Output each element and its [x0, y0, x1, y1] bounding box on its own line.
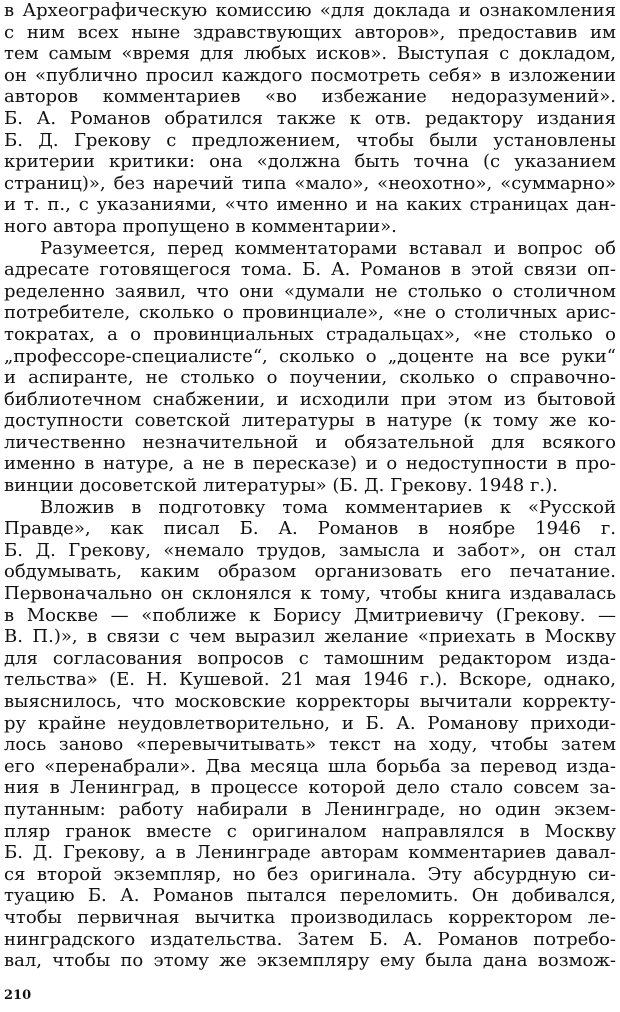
text-line: винции досоветской литературы» (Б. Д. Грекову. 1948 г.). [4, 475, 558, 497]
text-line: тократах, а о провинциальных страдальцах», «не столько о [4, 323, 616, 345]
text-line: Б. А. Романов обратился также к отв. редактору издания [4, 107, 616, 129]
text-line: тельства» (Е. Н. Кушевой. 21 мая 1946 г.). Вскоре, однако, [4, 669, 616, 691]
text-line: страниц)», без наречий типа «мало», «неохотно», «суммарно» [4, 172, 616, 194]
text-line: Б. Д. Грекову с предложением, чтобы были установлены [4, 129, 616, 151]
text-line: для согласования вопросов с тамошним редактором изда- [4, 647, 616, 669]
text-line: он «публично просил каждого посмотреть себя» в изложении [4, 64, 616, 86]
text-line: ния в Ленинград, в процессе которой дело стало совсем за- [4, 777, 616, 799]
text-line: и аспиранте, не столько о поучении, сколько о справочно- [4, 367, 616, 389]
text-line: „профессоре-специалисте“, сколько о „доценте на все руки“ [4, 345, 616, 367]
text-line: ределенно заявил, что они «думали не столько о столичном [4, 280, 616, 302]
text-line: обдумывать, каким образом организовать его печатание. [4, 561, 616, 583]
text-line: чтобы первичная вычитка производилась корректором ле- [4, 906, 616, 928]
text-line: авторов комментариев «во избежание недоразумений». [4, 86, 616, 108]
text-line: выяснилось, что московские корректоры вычитали корректу- [4, 691, 616, 712]
text-line: именно в натуре, а не в пересказе) и о недоступности в про- [4, 453, 616, 475]
text-line: критерии критики: она «должна быть точна (с указанием [4, 151, 616, 173]
text-line: библиотечном снабжении, и исходили при этом из бытовой [4, 388, 616, 410]
text-line: пляр гранок вместе с оригиналом направлялся в Москву [4, 820, 616, 842]
text-line: адресате готовящегося тома. Б. А. Романов в этой связи оп- [4, 259, 616, 281]
text-line: В. П.)», в связи с чем выразил желание «приехать в Москву [4, 626, 616, 648]
text-line: вал, чтобы по этому же экземпляру ему была дана возмож- [4, 950, 616, 972]
text-line: его «перенабрали». Два месяца шла борьба за перевод изда- [4, 755, 616, 777]
text-line: нинградского издательства. Затем Б. А. Романов потребо- [4, 928, 616, 950]
text-line: Б. Д. Грекову, «немало трудов, замысла и забот», он стал [4, 539, 616, 561]
text-line: ся второй экземпляр, но без оригинала. Эту абсурдную си- [4, 863, 616, 885]
text-line: путанным: работу набирали в Ленинграде, но один экзем- [4, 798, 616, 820]
text-line: Правде», как писал Б. А. Романов в ноябре 1946 г. [4, 518, 616, 540]
text-line: Первоначально он склонялся к тому, чтобы книга издавалась [4, 583, 616, 605]
text-line: доступности советской литературы в натуре (к тому же ко- [4, 410, 616, 432]
page-number: 210 [4, 988, 32, 1003]
text-line: потребителе, сколько о провинциале», «не о столичных арис- [4, 302, 616, 324]
text-line: Б. Д. Грекову, а в Ленинграде авторам комментариев давал- [4, 842, 616, 864]
text-line: в Москве — «поближе к Борису Дмитриевичу (Грекову. — [4, 604, 616, 626]
text-line: туацию Б. А. Романов пытался переломить. Он добивался, [4, 885, 616, 907]
text-line: ного автора пропущено в комментарии». [4, 215, 397, 237]
text-line: в Археографическую комиссию «для доклада и ознакомления [4, 0, 616, 21]
text-line: лось заново «перевычитывать» текст на ходу, чтобы затем [4, 734, 616, 756]
text-line: тем самым «время для любых исков». Выступая с докладом, [4, 43, 616, 65]
text-line: и т. п., с указаниями, «что именно и на каких страницах дан- [4, 194, 616, 216]
text-line: личественно незначительной и обязательной для всякого [4, 431, 616, 453]
text-line: Вложив в подготовку тома комментариев к «Русской [40, 496, 616, 518]
text-line: ру крайне неудовлетворительно, и Б. А. Романову приходи- [4, 712, 616, 734]
text-line: Разумеется, перед комментаторами вставал и вопрос об [40, 237, 616, 259]
text-line: с ним всех ныне здравствующих авторов», предоставив им [4, 21, 616, 43]
body-text [4, 0, 616, 972]
